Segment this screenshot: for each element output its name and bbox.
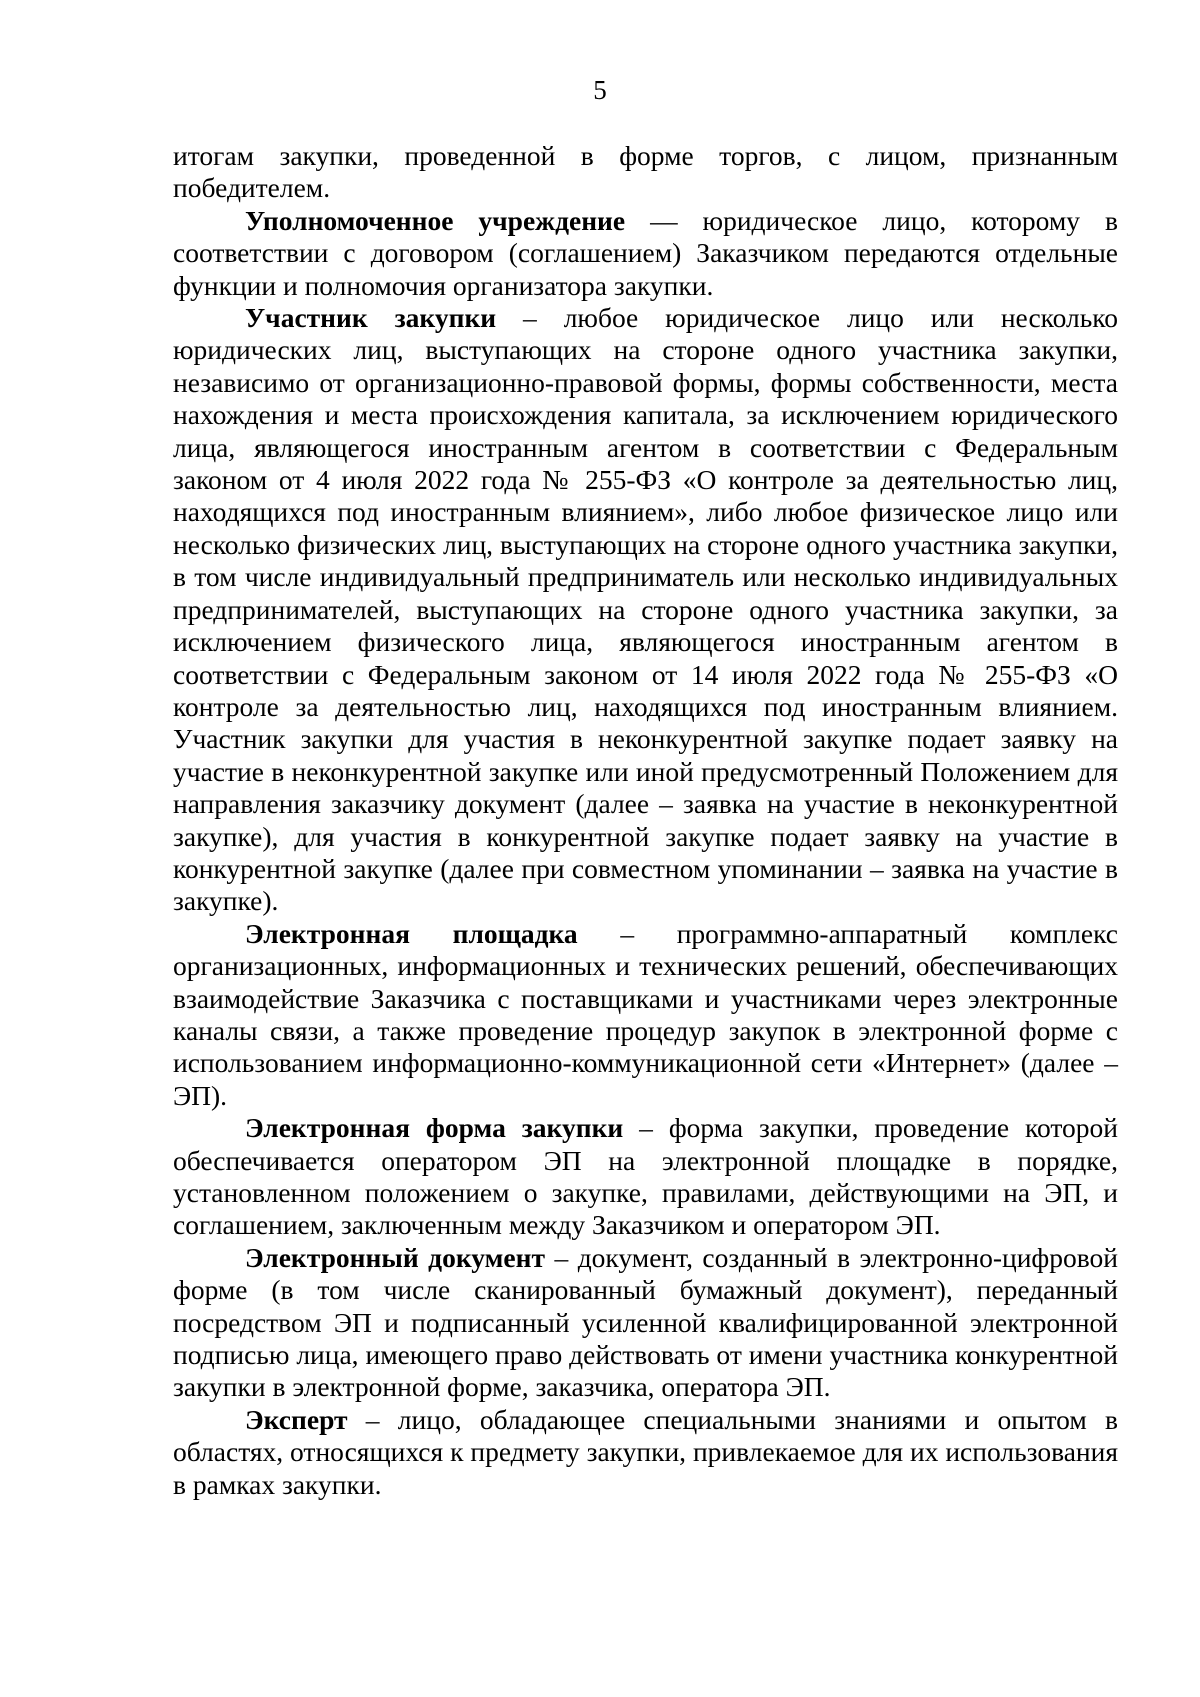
definition-text: – программно-аппаратный комплекс организационных, информационных и технических решений, обеспечивающих взаимодействие Заказчика с поставщиками и участниками через электронные каналы связи, а также проведение процедур закупок в электронной форме с использованием информационно-коммуникационной сети «Интернет» (далее – ЭП).: [173, 917, 1118, 1111]
definition-text: – форма закупки, проведение которой обеспечивается оператором ЭП на электронной площадке в порядке, установленном положением о закупке, правилами, действующими на ЭП, и соглашением, заключенным между Заказчиком и оператором ЭП.: [173, 1112, 1118, 1241]
definition-term: Участник закупки: [245, 302, 497, 334]
definition-electronic-document: [173, 1242, 1118, 1404]
paragraph-text: итогам закупки, проведенной в форме торгов, с лицом, признанным победителем.: [173, 140, 1118, 204]
definition-text: – лицо, обладающее специальными знаниями и опытом в областях, относящихся к предмету закупки, привлекаемое для их использования в рамках закупки.: [173, 1403, 1118, 1500]
definition-electronic-procurement-form: [173, 1112, 1118, 1242]
paragraph-continuation: [173, 140, 1118, 205]
page-number: 5: [593, 75, 607, 105]
definition-text: – любое юридическое лицо или несколько юридических лиц, выступающих на стороне одного участника закупки, независимо от организационно-правовой формы, формы собственности, места нахождения и места происхождения капитала, за исключением юридического лица, являющегося иностранным агентом в соответствии с Федеральным законом от 4 июля 2022 года № 255-ФЗ «О контроле за деятельностью лиц, находящихся под иностранным влиянием», либо любое физическое лицо или несколько физических лиц, выступающих на стороне одного участника закупки, в том числе индивидуальный предприниматель или несколько индивидуальных предпринимателей, выступающих на стороне одного участника закупки, за исключением физического лица, являющегося иностранным агентом в соответствии с Федеральным законом от 14 июля 2022 года № 255-ФЗ «О контроле за деятельностью лиц, находящихся под иностранным влиянием. Участник закупки для участия в неконкурентной закупке подает заявку на участие в неконкурентной закупке или иной предусмотренный Положением для направления заказчику документ (далее – заявка на участие в неконкурентной закупке), для участия в конкурентной закупке подает заявку на участие в конкурентной закупке (далее при совместном упоминании – заявка на участие в закупке).: [173, 302, 1118, 917]
document-body: [173, 140, 1118, 1501]
definition-text: — юридическое лицо, которому в соответствии с договором (соглашением) Заказчиком передаются отдельные функции и полномочия организатора закупки.: [173, 204, 1118, 301]
definition-electronic-platform: [173, 918, 1118, 1112]
definition-term: Электронная форма закупки: [245, 1112, 624, 1144]
definition-expert: [173, 1404, 1118, 1501]
definition-term: Электронный документ: [245, 1241, 545, 1273]
definition-text: – документ, созданный в электронно-цифровой форме (в том числе сканированный бумажный документ), переданный посредством ЭП и подписанный усиленной квалифицированной электронной подписью лица, имеющего право действовать от имени участника конкурентной закупки в электронной форме, заказчика, оператора ЭП.: [173, 1241, 1118, 1403]
definition-term: Эксперт: [245, 1403, 348, 1435]
definition-authorized-institution: [173, 205, 1118, 302]
definition-term: Уполномоченное учреждение: [245, 204, 626, 236]
definition-term: Электронная площадка: [245, 917, 578, 949]
definition-procurement-participant: [173, 302, 1118, 918]
